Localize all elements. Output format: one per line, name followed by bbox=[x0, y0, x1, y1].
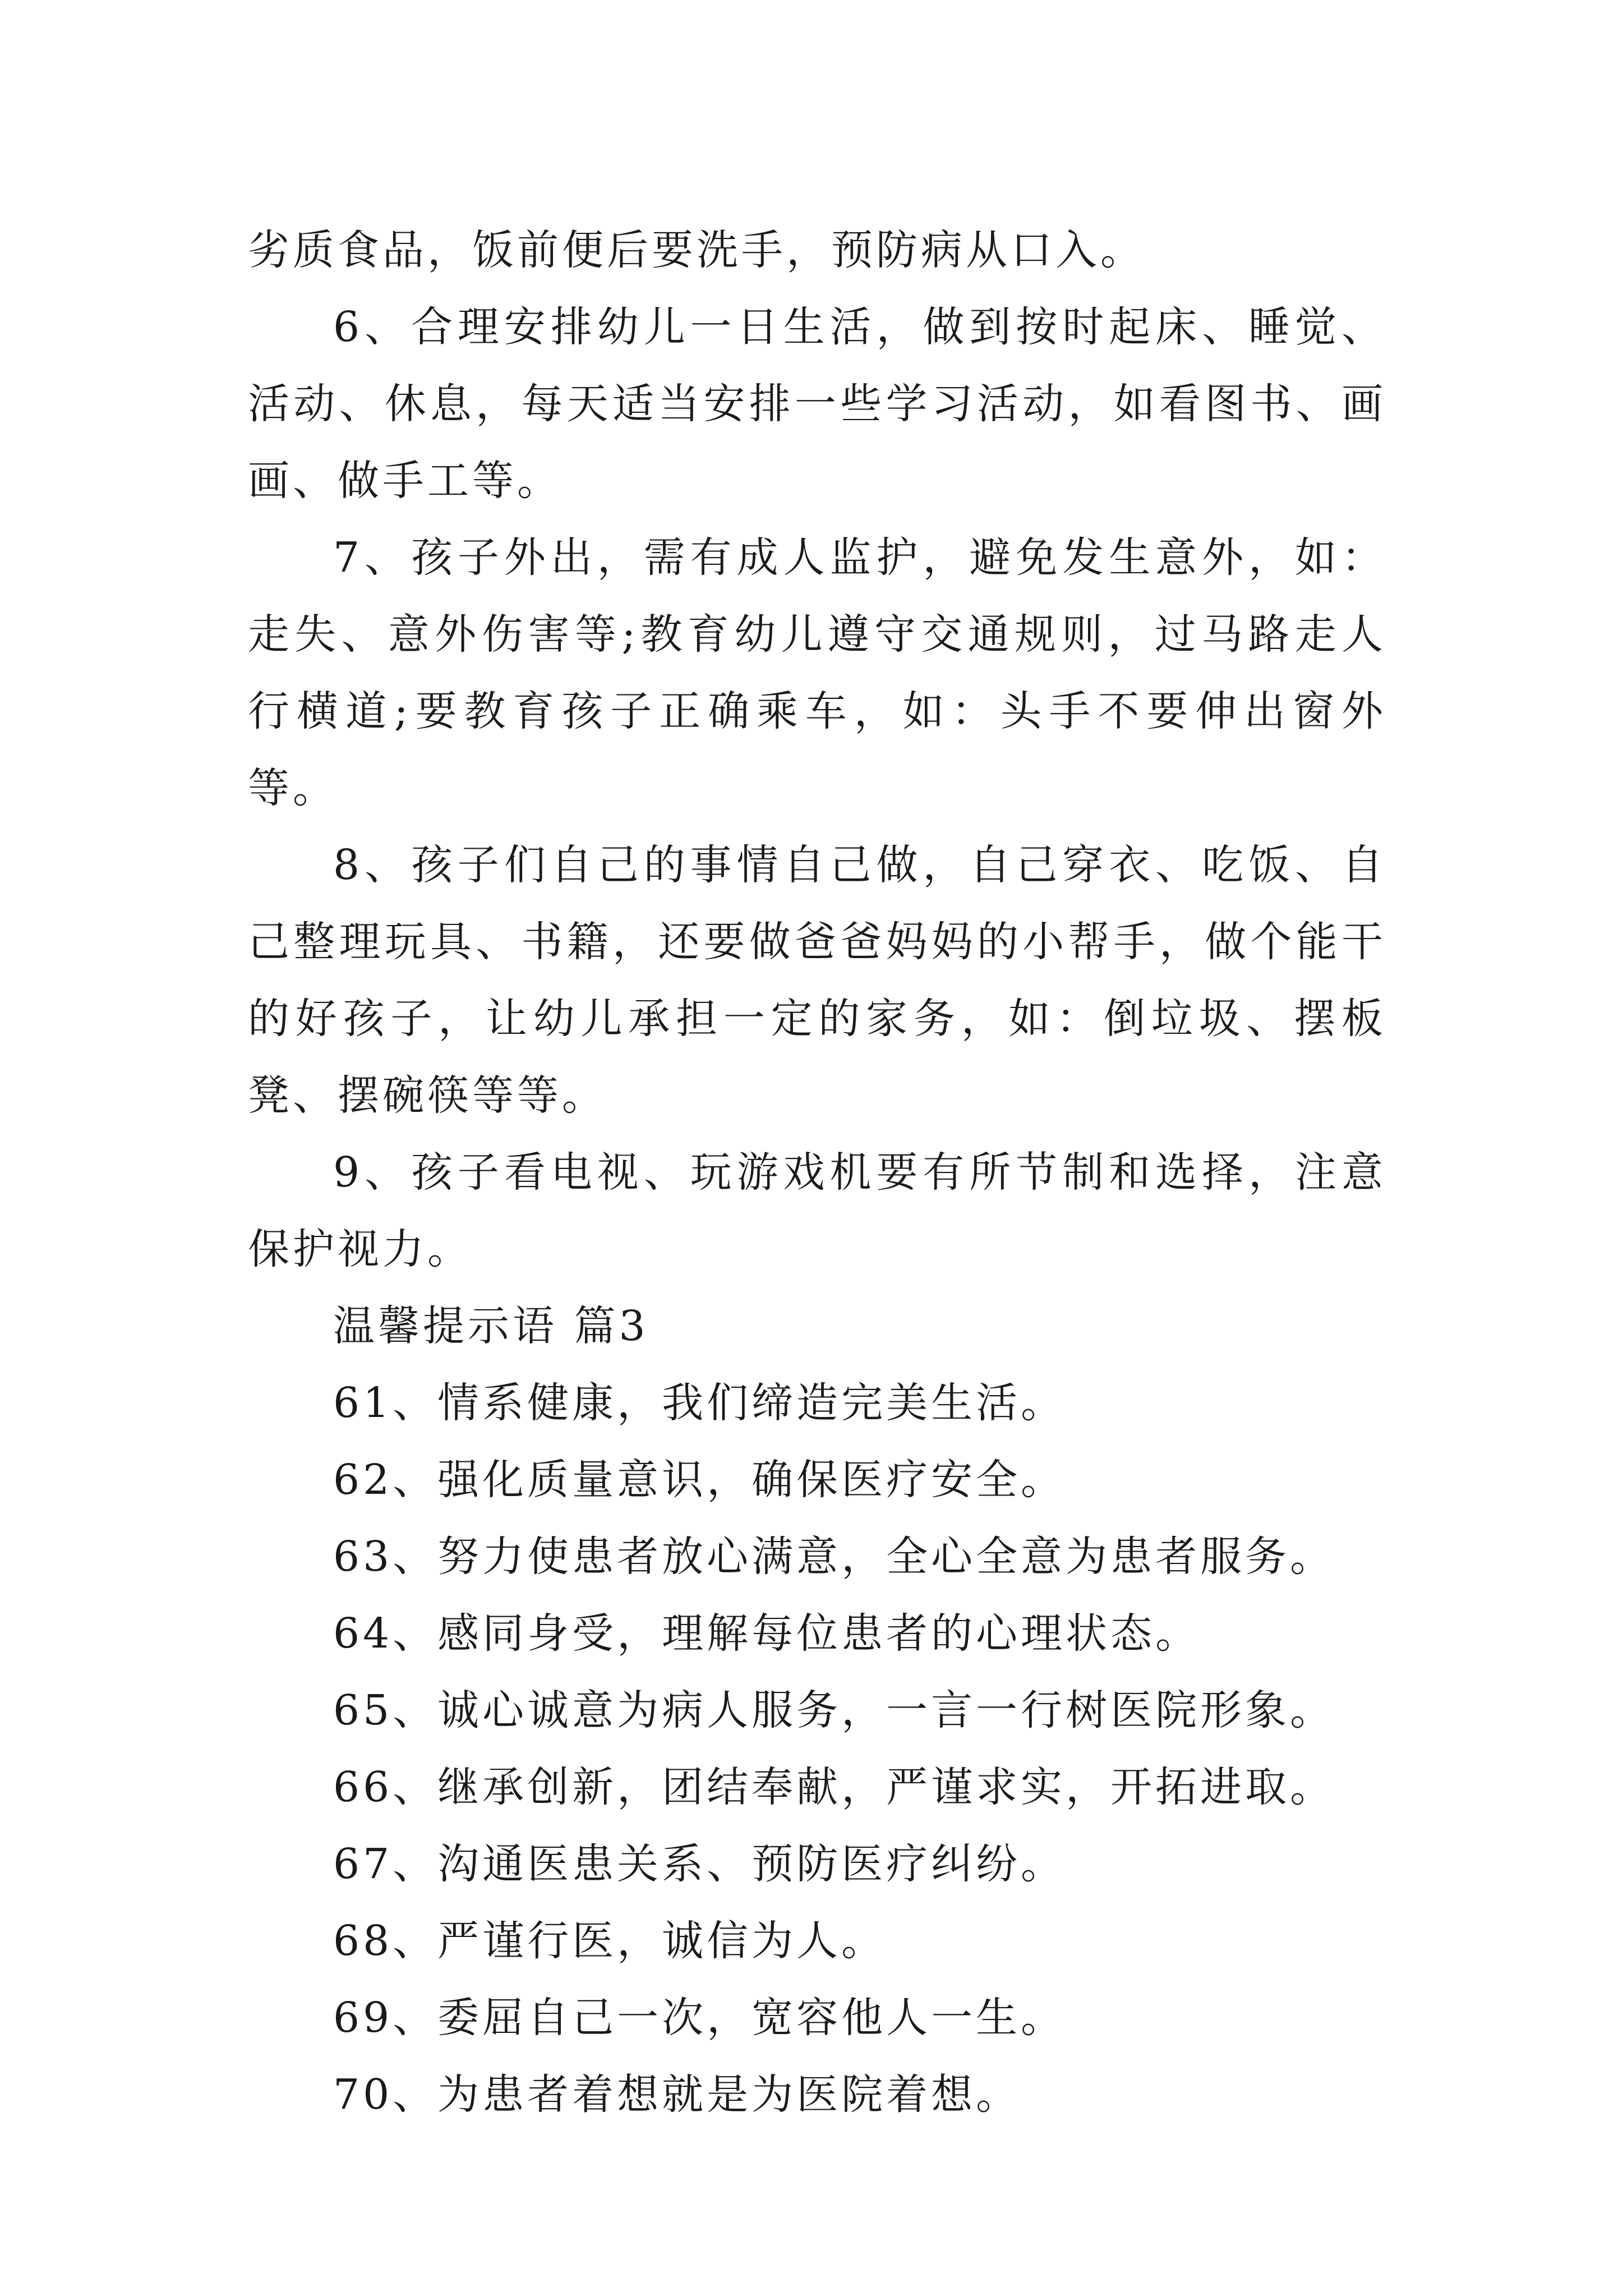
section-heading: 温馨提示语 篇3 bbox=[333, 1302, 649, 1350]
slogan-66: 66、继承创新，团结奉献，严谨求实，开拓进取。 bbox=[333, 1763, 1335, 1811]
slogan-65: 65、诚心诚意为病人服务，一言一行树医院形象。 bbox=[333, 1686, 1335, 1734]
paragraph-item-8: 8、孩子们自己的事情自己做，自己穿衣、吃饭、自己整理玩具、书籍，还要做爸爸妈妈的小帮手，做个能干的好孩子，让幼儿承担一定的家务，如：倒垃圾、摆板凳、摆碗筷等等。 bbox=[248, 841, 1386, 1120]
paragraph-continuation: 劣质食品，饭前便后要洗手，预防病从口入。 bbox=[248, 226, 1145, 274]
slogan-67: 67、沟通医患关系、预防医疗纠纷。 bbox=[333, 1840, 1066, 1888]
paragraph-item-6: 6、合理安排幼儿一日生活，做到按时起床、睡觉、活动、休息，每天适当安排一些学习活动，如看图书、画画、做手工等。 bbox=[248, 303, 1386, 505]
slogan-63: 63、努力使患者放心满意，全心全意为患者服务。 bbox=[333, 1533, 1335, 1581]
slogan-69: 69、委屈自己一次，宽容他人一生。 bbox=[333, 1994, 1066, 2042]
slogan-62: 62、强化质量意识，确保医疗安全。 bbox=[333, 1456, 1066, 1504]
slogan-61: 61、情系健康，我们缔造完美生活。 bbox=[333, 1379, 1066, 1427]
slogan-70: 70、为患者着想就是为医院着想。 bbox=[333, 2070, 1021, 2119]
slogan-68: 68、严谨行医，诚信为人。 bbox=[333, 1917, 887, 1965]
paragraph-item-9: 9、孩子看电视、玩游戏机要有所节制和选择，注意保护视力。 bbox=[248, 1148, 1386, 1273]
slogan-64: 64、感同身受，理解每位患者的心理状态。 bbox=[333, 1609, 1201, 1658]
paragraph-item-7: 7、孩子外出，需有成人监护，避免发生意外，如：走失、意外伤害等;教育幼儿遵守交通规则，过马路走人行横道;要教育孩子正确乘车，如：头手不要伸出窗外等。 bbox=[248, 533, 1386, 812]
document-body bbox=[248, 212, 1386, 2133]
